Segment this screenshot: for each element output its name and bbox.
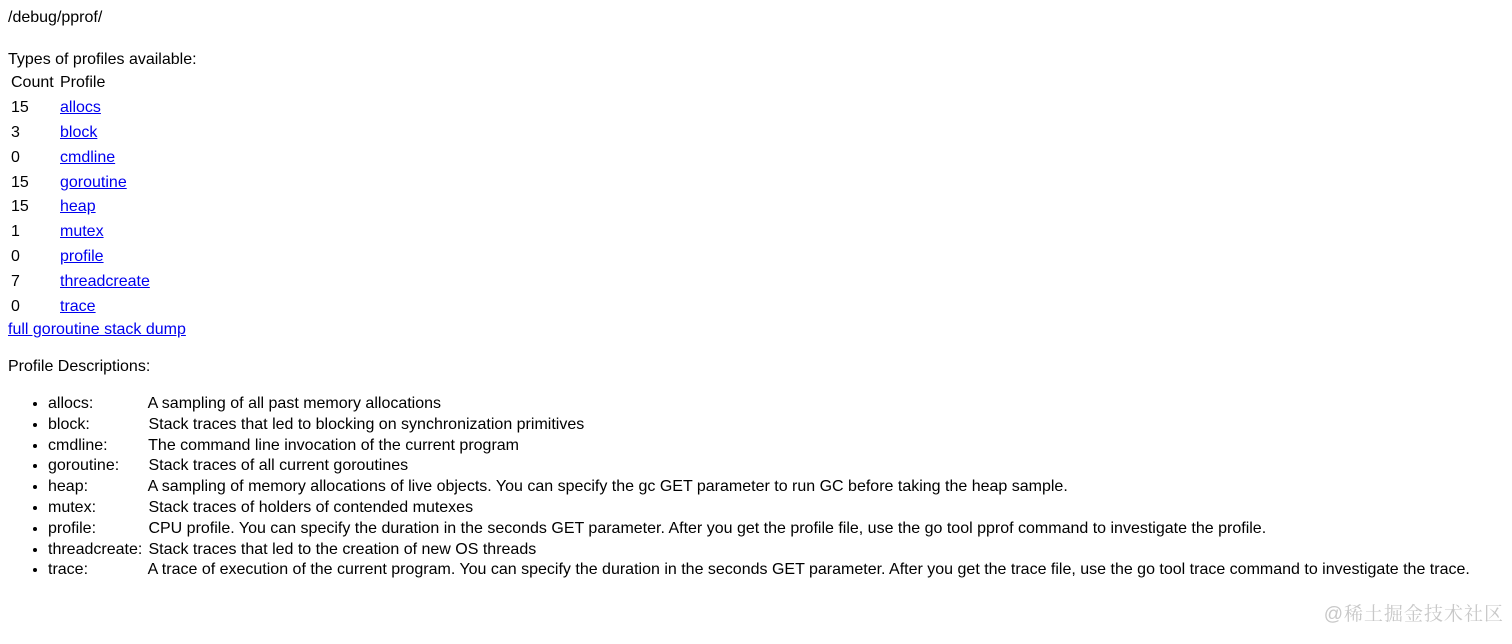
table-row xyxy=(10,296,151,319)
profile-description-item xyxy=(48,394,1504,415)
profile-link[interactable]: mutex xyxy=(60,223,104,241)
pprof-page xyxy=(8,8,1504,581)
profile-name-label: block: xyxy=(48,415,90,433)
profile-name-label: mutex: xyxy=(48,498,97,516)
profile-count: 15 xyxy=(11,173,29,191)
table-row xyxy=(10,271,151,294)
profile-description-item xyxy=(48,456,1504,477)
profile-description-text: CPU profile. You can specify the duration in the seconds GET parameter. After you get the profile file, use the go tool pprof command to investigate the profile. xyxy=(148,519,1267,537)
profile-description-text: The command line invocation of the current program xyxy=(148,436,520,454)
profile-description-item xyxy=(48,560,1504,581)
descriptions-heading: Profile Descriptions: xyxy=(8,358,151,376)
profile-name-label: allocs: xyxy=(48,394,94,412)
profile-link[interactable]: cmdline xyxy=(60,148,116,166)
page-title: /debug/pprof/ xyxy=(8,9,103,26)
watermark: @稀土掘金技术社区 xyxy=(1323,604,1504,626)
profile-description-item xyxy=(48,415,1504,436)
table-row xyxy=(10,97,151,120)
profile-link[interactable]: heap xyxy=(60,198,96,216)
profile-name-label: heap: xyxy=(48,478,89,496)
profile-name-label: threadcreate: xyxy=(48,540,143,558)
profile-count: 0 xyxy=(11,247,20,265)
profile-name-label: goroutine: xyxy=(48,457,120,475)
profile-link[interactable]: goroutine xyxy=(60,173,127,191)
column-header-count: Count xyxy=(11,74,54,92)
table-row xyxy=(10,196,151,219)
profile-name-label: trace: xyxy=(48,561,89,579)
profile-description-text: A sampling of all past memory allocations xyxy=(147,394,442,412)
table-row xyxy=(10,122,151,145)
profile-count: 0 xyxy=(11,148,20,166)
table-header-row xyxy=(10,72,151,95)
profile-count: 3 xyxy=(11,123,20,141)
profile-name-label: profile: xyxy=(48,519,97,537)
profile-description-text: Stack traces of holders of contended mutexes xyxy=(148,498,474,516)
table-row xyxy=(10,246,151,269)
profile-name-label: cmdline: xyxy=(48,436,108,454)
profile-description-text: A sampling of memory allocations of live objects. You can specify the gc GET parameter to run GC before taking the heap sample. xyxy=(147,478,1068,496)
profile-count: 15 xyxy=(11,198,29,216)
profile-description-text: Stack traces that led to the creation of new OS threads xyxy=(148,540,537,558)
profile-descriptions-list xyxy=(8,394,1504,581)
profile-count: 15 xyxy=(11,99,29,117)
profile-description-text: A trace of execution of the current program. You can specify the duration in the seconds GET parameter. After you get the trace file, use the go tool trace command to investigate the trace. xyxy=(147,561,1470,579)
profile-description-item xyxy=(48,540,1504,561)
profile-link[interactable]: threadcreate xyxy=(60,272,150,290)
full-goroutine-stack-dump-link[interactable]: full goroutine stack dump xyxy=(8,321,186,339)
profile-description-text: Stack traces that led to blocking on synchronization primitives xyxy=(148,415,585,433)
types-heading: Types of profiles available: xyxy=(8,50,197,68)
profile-description-item xyxy=(48,519,1504,540)
profile-description-item xyxy=(48,436,1504,457)
profile-link[interactable]: allocs xyxy=(60,99,101,117)
profile-link[interactable]: profile xyxy=(60,247,104,265)
table-row xyxy=(10,172,151,195)
profiles-table xyxy=(8,70,153,320)
profile-count: 7 xyxy=(11,272,20,290)
profile-description-item xyxy=(48,477,1504,498)
profile-description-item xyxy=(48,498,1504,519)
profile-count: 0 xyxy=(11,297,20,315)
table-row xyxy=(10,221,151,244)
table-row xyxy=(10,147,151,170)
profile-link[interactable]: block xyxy=(60,123,98,141)
profile-description-text: Stack traces of all current goroutines xyxy=(148,457,409,475)
profile-link[interactable]: trace xyxy=(60,297,96,315)
profile-count: 1 xyxy=(11,223,20,241)
column-header-profile: Profile xyxy=(60,74,106,92)
